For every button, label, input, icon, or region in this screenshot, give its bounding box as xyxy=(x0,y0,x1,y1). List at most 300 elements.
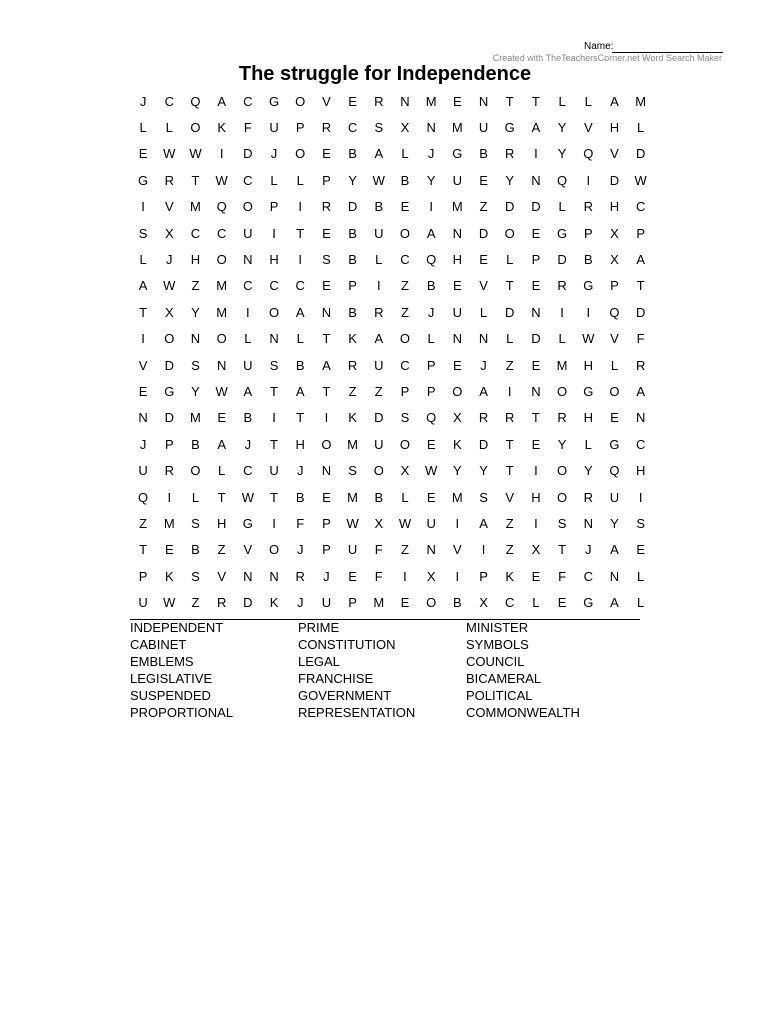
grid-cell: Z xyxy=(348,383,357,399)
grid-cell: U xyxy=(374,225,384,241)
grid-cell: I xyxy=(298,199,303,215)
grid-cell: P xyxy=(322,542,331,558)
grid-cell: I xyxy=(455,515,460,531)
grid-cell: E xyxy=(479,252,488,268)
grid-cell: T xyxy=(505,93,514,109)
grid-cell: C xyxy=(583,568,593,584)
grid-cell: I xyxy=(534,515,538,531)
grid-cell: A xyxy=(374,146,384,162)
grid-cell: L xyxy=(401,146,409,162)
grid-cell: N xyxy=(531,383,541,399)
grid-cell: R xyxy=(164,463,174,479)
grid-cell: C xyxy=(635,436,646,452)
grid-cell: U xyxy=(347,542,358,558)
grid-row xyxy=(130,114,645,140)
grid-cell: R xyxy=(374,304,384,320)
grid-cell: S xyxy=(322,252,331,268)
grid-cell: V xyxy=(217,568,226,584)
grid-cell: A xyxy=(374,331,384,347)
grid-cell: E xyxy=(531,568,541,584)
grid-cell: O xyxy=(557,383,568,399)
grid-cell: B xyxy=(348,146,357,162)
grid-cell: Z xyxy=(191,595,200,611)
grid-cell: L xyxy=(479,304,488,320)
grid-cell: W xyxy=(163,278,176,294)
grid-cell: I xyxy=(429,199,433,215)
grid-cell: X xyxy=(400,463,410,479)
grid-cell: N xyxy=(321,304,332,320)
grid-cell: T xyxy=(531,410,540,426)
grid-cell: L xyxy=(401,489,409,505)
grid-cell: U xyxy=(321,595,332,611)
grid-cell: N xyxy=(426,120,436,136)
grid-cell: L xyxy=(558,93,566,109)
grid-cell: R xyxy=(374,93,384,109)
grid-cell: N xyxy=(531,304,541,320)
grid-cell: X xyxy=(374,515,384,531)
grid-cell: D xyxy=(374,410,384,426)
grid-cell: O xyxy=(268,542,280,558)
grid-cell: E xyxy=(453,357,462,373)
grid-cell: I xyxy=(272,410,276,426)
grid-cell: X xyxy=(164,304,174,320)
grid-cell: K xyxy=(453,436,462,452)
grid-cell: G xyxy=(583,383,594,399)
grid-cell: T xyxy=(270,436,278,452)
grid-cell: Y xyxy=(557,120,567,136)
grid-cell: P xyxy=(531,252,541,268)
grid-cell: Q xyxy=(138,489,149,505)
grid-cell: J xyxy=(166,252,173,268)
grid-cell: N xyxy=(426,542,436,558)
grid-cell: I xyxy=(403,568,407,584)
grid-cell: J xyxy=(585,542,592,558)
grid-row xyxy=(130,431,646,457)
grid-cell: B xyxy=(348,225,357,241)
grid-cell: N xyxy=(609,568,620,584)
grid-cell: A xyxy=(610,542,619,558)
grid-cell: P xyxy=(295,120,305,136)
grid-cell: A xyxy=(610,93,619,109)
grid-row xyxy=(130,352,646,378)
word-item: LEGAL xyxy=(298,654,340,669)
grid-cell: O xyxy=(190,463,201,479)
word-column xyxy=(298,619,466,721)
grid-cell: W xyxy=(372,172,385,188)
grid-cell: T xyxy=(558,542,567,558)
grid-cell: N xyxy=(478,93,489,109)
grid-cell: H xyxy=(635,463,646,479)
grid-cell: E xyxy=(138,146,148,162)
grid-cell: W xyxy=(634,172,647,188)
grid-cell: B xyxy=(348,252,357,268)
grid-cell: K xyxy=(505,568,515,584)
grid-cell: D xyxy=(609,172,620,188)
grid-row xyxy=(130,88,647,114)
grid-cell: S xyxy=(636,515,645,531)
grid-row xyxy=(130,405,646,431)
grid-cell: Z xyxy=(400,304,409,320)
grid-cell: C xyxy=(216,225,227,241)
grid-cell: N xyxy=(400,93,410,109)
grid-cell: U xyxy=(452,304,463,320)
grid-cell: A xyxy=(426,225,436,241)
grid-cell: U xyxy=(426,515,436,531)
grid-cell: N xyxy=(531,172,541,188)
grid-cell: E xyxy=(453,93,462,109)
grid-cell: Q xyxy=(557,172,568,188)
grid-cell: T xyxy=(322,331,331,347)
grid-cell: X xyxy=(531,542,541,558)
grid-cell: L xyxy=(584,93,592,109)
grid-cell: L xyxy=(427,331,435,347)
grid-cell: N xyxy=(321,463,332,479)
grid-cell: E xyxy=(348,568,357,584)
grid-cell: C xyxy=(400,357,410,373)
grid-cell: T xyxy=(139,304,148,320)
grid-cell: Q xyxy=(190,93,201,109)
grid-cell: Y xyxy=(610,515,619,531)
grid-cell: T xyxy=(217,489,226,505)
grid-cell: Z xyxy=(505,515,514,531)
grid-cell: V xyxy=(479,278,488,294)
grid-cell: I xyxy=(455,568,460,584)
word-item: COMMONWEALTH xyxy=(466,705,580,720)
grid-row xyxy=(130,457,646,483)
grid-cell: O xyxy=(609,383,620,399)
grid-cell: E xyxy=(348,93,357,109)
grid-cell: H xyxy=(452,252,463,268)
grid-cell: L xyxy=(506,252,514,268)
grid-cell: R xyxy=(505,410,515,426)
grid-cell: L xyxy=(139,252,147,268)
grid-cell: S xyxy=(138,225,148,241)
grid-cell: U xyxy=(478,120,489,136)
grid-cell: Z xyxy=(217,542,226,558)
grid-row xyxy=(130,167,647,193)
grid-cell: X xyxy=(479,595,488,611)
grid-cell: M xyxy=(216,278,228,294)
grid-cell: D xyxy=(531,331,541,347)
grid-cell: N xyxy=(269,331,279,347)
grid-cell: E xyxy=(426,489,436,505)
grid-cell: D xyxy=(164,410,174,426)
grid-cell: P xyxy=(426,383,436,399)
grid-cell: H xyxy=(295,436,305,452)
grid-cell: T xyxy=(322,383,331,399)
grid-cell: J xyxy=(427,304,435,320)
grid-cell: B xyxy=(191,436,200,452)
grid-cell: V xyxy=(138,357,148,373)
grid-row xyxy=(130,537,645,563)
grid-cell: G xyxy=(504,120,515,136)
grid-cell: A xyxy=(243,383,253,399)
grid-cell: Y xyxy=(557,436,567,452)
grid-cell: N xyxy=(478,331,489,347)
grid-cell: U xyxy=(374,357,384,373)
word-item: BICAMERAL xyxy=(466,671,542,686)
grid-cell: J xyxy=(480,357,487,373)
grid-cell: R xyxy=(321,199,332,215)
grid-cell: R xyxy=(583,489,593,505)
grid-cell: M xyxy=(163,515,175,531)
grid-cell: E xyxy=(138,383,148,399)
word-item: MINISTER xyxy=(466,620,529,635)
grid-cell: R xyxy=(347,357,358,373)
grid-row xyxy=(130,273,645,299)
grid-cell: R xyxy=(321,120,332,136)
grid-cell: H xyxy=(583,410,593,426)
grid-row xyxy=(130,220,645,246)
grid-cell: L xyxy=(637,120,645,136)
grid-cell: O xyxy=(399,436,411,452)
grid-cell: M xyxy=(347,489,359,505)
grid-cell: P xyxy=(636,225,645,241)
grid-cell: I xyxy=(246,304,250,320)
grid-cell: M xyxy=(190,199,201,215)
grid-cell: R xyxy=(557,410,567,426)
grid-cell: M xyxy=(451,120,463,136)
grid-cell: L xyxy=(584,436,592,452)
grid-cell: S xyxy=(269,357,279,373)
grid-row xyxy=(130,326,645,352)
grid-cell: N xyxy=(583,515,593,531)
grid-cell: N xyxy=(243,252,253,268)
grid-cell: B xyxy=(295,357,305,373)
grid-cell: Q xyxy=(426,252,437,268)
grid-cell: L xyxy=(191,489,200,505)
grid-cell: W xyxy=(346,515,359,531)
grid-cell: Y xyxy=(479,463,488,479)
grid-cell: A xyxy=(531,120,541,136)
word-item: SUSPENDED xyxy=(130,688,211,703)
grid-cell: T xyxy=(505,436,514,452)
grid-cell: N xyxy=(635,410,646,426)
grid-cell: E xyxy=(453,278,462,294)
grid-cell: J xyxy=(296,595,304,611)
grid-cell: L xyxy=(244,331,252,347)
grid-cell: I xyxy=(507,383,512,399)
grid-cell: O xyxy=(426,595,437,611)
page-title: The struggle for Independence xyxy=(238,63,532,85)
grid-cell: I xyxy=(141,199,145,215)
grid-cell: E xyxy=(531,225,541,241)
grid-cell: I xyxy=(167,489,172,505)
grid-cell: T xyxy=(505,278,514,294)
grid-cell: Z xyxy=(139,515,148,531)
grid-cell: C xyxy=(243,278,253,294)
grid-row xyxy=(130,563,645,589)
grid-cell: G xyxy=(609,436,620,452)
grid-cell: E xyxy=(479,172,488,188)
grid-cell: X xyxy=(426,568,436,584)
grid-cell: X xyxy=(610,252,619,268)
grid-cell: Z xyxy=(505,542,514,558)
grid-cell: V xyxy=(243,542,253,558)
grid-cell: F xyxy=(636,331,645,347)
grid-cell: X xyxy=(400,120,410,136)
grid-cell: G xyxy=(583,278,594,294)
grid-cell: B xyxy=(191,542,200,558)
grid-cell: Y xyxy=(453,463,462,479)
grid-cell: B xyxy=(479,146,488,162)
grid-cell: E xyxy=(531,278,541,294)
word-item: POLITICAL xyxy=(466,688,533,703)
grid-cell: R xyxy=(635,357,646,373)
grid-cell: A xyxy=(295,304,305,320)
grid-cell: K xyxy=(348,410,357,426)
grid-cell: D xyxy=(347,199,358,215)
grid-cell: A xyxy=(610,595,619,611)
grid-cell: O xyxy=(295,93,306,109)
grid-cell: X xyxy=(164,225,174,241)
grid-cell: L xyxy=(165,120,173,136)
word-list xyxy=(130,619,634,721)
grid-cell: Z xyxy=(479,199,488,215)
grid-cell: A xyxy=(217,436,226,452)
grid-cell: J xyxy=(427,146,435,162)
grid-cell: M xyxy=(347,436,359,452)
grid-cell: G xyxy=(164,383,175,399)
grid-cell: B xyxy=(400,172,410,188)
grid-cell: M xyxy=(216,304,228,320)
grid-cell: J xyxy=(296,542,304,558)
grid-cell: N xyxy=(269,568,279,584)
grid-cell: Q xyxy=(609,463,620,479)
grid-cell: W xyxy=(163,595,176,611)
grid-cell: A xyxy=(636,252,645,268)
grid-cell: V xyxy=(583,120,593,136)
grid-cell: Q xyxy=(216,199,227,215)
grid-cell: H xyxy=(269,252,279,268)
grid-cell: L xyxy=(637,595,645,611)
grid-cell: L xyxy=(296,331,304,347)
grid-cell: C xyxy=(347,120,358,136)
grid-cell: Y xyxy=(505,172,515,188)
grid-cell: B xyxy=(295,489,305,505)
grid-cell: W xyxy=(189,146,202,162)
grid-cell: J xyxy=(244,436,252,452)
grid-cell: G xyxy=(268,93,280,109)
grid-cell: E xyxy=(322,146,331,162)
grid-cell: M xyxy=(451,489,463,505)
grid-cell: O xyxy=(452,383,463,399)
grid-cell: D xyxy=(478,225,489,241)
grid-cell: L xyxy=(506,331,514,347)
grid-cell: E xyxy=(610,410,619,426)
grid-cell: U xyxy=(243,225,253,241)
grid-cell: I xyxy=(560,304,564,320)
grid-cell: D xyxy=(505,304,515,320)
grid-cell: F xyxy=(243,120,252,136)
grid-cell: Z xyxy=(191,278,200,294)
grid-cell: G xyxy=(242,515,253,531)
grid-row xyxy=(130,299,646,325)
grid-cell: V xyxy=(610,146,619,162)
grid-cell: S xyxy=(191,515,200,531)
grid-cell: E xyxy=(531,357,541,373)
grid-cell: Y xyxy=(557,146,567,162)
word-item: FRANCHISE xyxy=(298,671,374,686)
grid-cell: Y xyxy=(191,304,200,320)
grid-cell: O xyxy=(216,331,227,347)
grid-cell: W xyxy=(582,331,595,347)
grid-cell: B xyxy=(374,199,384,215)
grid-cell: X xyxy=(453,410,462,426)
grid-cell: L xyxy=(139,120,147,136)
grid-cell: L xyxy=(270,172,278,188)
grid-cell: P xyxy=(348,278,357,294)
grid-cell: G xyxy=(138,172,149,188)
grid-cell: U xyxy=(269,120,279,136)
grid-cell: J xyxy=(139,93,147,109)
word-item: PROPORTIONAL xyxy=(130,705,234,720)
grid-cell: U xyxy=(269,463,279,479)
grid-cell: C xyxy=(505,595,515,611)
grid-cell: P xyxy=(348,595,357,611)
grid-cell: U xyxy=(138,595,148,611)
grid-cell: K xyxy=(217,120,226,136)
grid-cell: I xyxy=(586,304,591,320)
grid-cell: I xyxy=(141,331,145,347)
grid-cell: G xyxy=(452,146,463,162)
grid-cell: J xyxy=(296,463,304,479)
grid-cell: A xyxy=(322,357,331,373)
grid-cell: Z xyxy=(400,542,409,558)
word-item: PRIME xyxy=(298,620,340,635)
grid-cell: A xyxy=(479,383,488,399)
grid-cell: O xyxy=(557,463,568,479)
name-label: Name: xyxy=(584,41,614,52)
grid-cell: B xyxy=(348,304,357,320)
grid-cell: P xyxy=(583,225,593,241)
word-item: REPRESENTATION xyxy=(298,705,416,720)
grid-cell: U xyxy=(609,489,620,505)
grid-cell: C xyxy=(243,172,253,188)
grid-cell: N xyxy=(243,568,253,584)
grid-cell: M xyxy=(425,93,437,109)
grid-cell: T xyxy=(296,225,305,241)
grid-cell: E xyxy=(636,542,645,558)
grid-cell: F xyxy=(558,568,567,584)
grid-cell: T xyxy=(636,278,645,294)
grid-cell: A xyxy=(295,383,305,399)
grid-cell: L xyxy=(218,463,226,479)
grid-cell: D xyxy=(635,146,646,162)
grid-cell: Z xyxy=(400,278,409,294)
grid-cell: S xyxy=(348,463,357,479)
grid-cell: C xyxy=(400,252,410,268)
grid-cell: P xyxy=(426,357,436,373)
grid-cell: C xyxy=(164,93,174,109)
grid-cell: Q xyxy=(609,304,620,320)
grid-row xyxy=(130,510,645,536)
grid-cell: M xyxy=(451,199,463,215)
word-item: CONSTITUTION xyxy=(298,637,396,652)
grid-cell: K xyxy=(164,568,174,584)
grid-cell: E xyxy=(531,436,541,452)
grid-cell: S xyxy=(400,410,410,426)
grid-cell: J xyxy=(139,436,147,452)
grid-cell: R xyxy=(583,199,593,215)
grid-cell: P xyxy=(322,172,331,188)
grid-cell: V xyxy=(610,331,619,347)
grid-cell: D xyxy=(635,304,646,320)
grid-cell: D xyxy=(478,436,489,452)
grid-cell: H xyxy=(583,357,593,373)
grid-cell: H xyxy=(609,199,620,215)
word-item: SYMBOLS xyxy=(466,637,529,652)
